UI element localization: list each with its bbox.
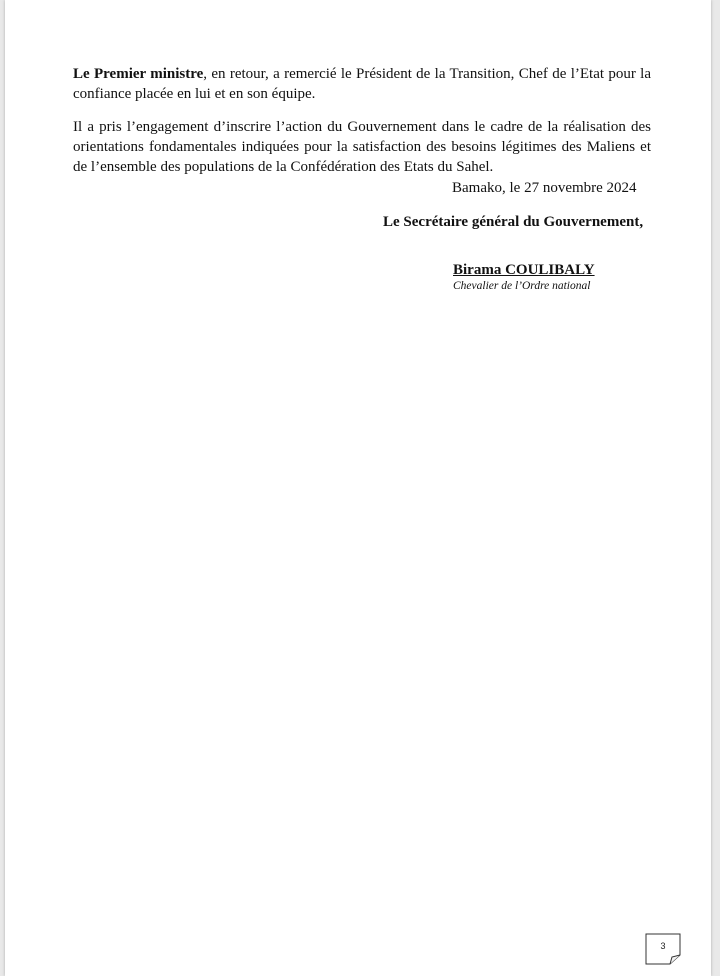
paragraph-thanks-text: , en retour, a remercié le Président de la Transition, Chef de l’Etat pour la confiance placée en lui et en son équipe. <box>73 66 651 102</box>
date-line: Bamako, le 27 novembre 2024 <box>452 180 637 196</box>
page-number-box <box>645 933 681 965</box>
page-number: 3 <box>660 941 666 951</box>
paragraph-commitment: Il a pris l’engagement d’inscrire l’action du Gouvernement dans le cadre de la réalisation des orientations fondamentales indiquées pour la satisfaction des besoins légitimes des Maliens et de l’ensemble des populations de la Confédération des Etats du Sahel. <box>73 119 651 175</box>
signatory-distinction: Chevalier de l’Ordre national <box>453 280 591 292</box>
paragraph-thanks <box>73 64 651 104</box>
signatory-office: Le Secrétaire général du Gouvernement, <box>383 214 644 230</box>
bold-lead-text: Le Premier ministre <box>73 66 204 82</box>
signatory-name: Birama COULIBALY <box>453 262 595 278</box>
document-page <box>5 0 711 976</box>
